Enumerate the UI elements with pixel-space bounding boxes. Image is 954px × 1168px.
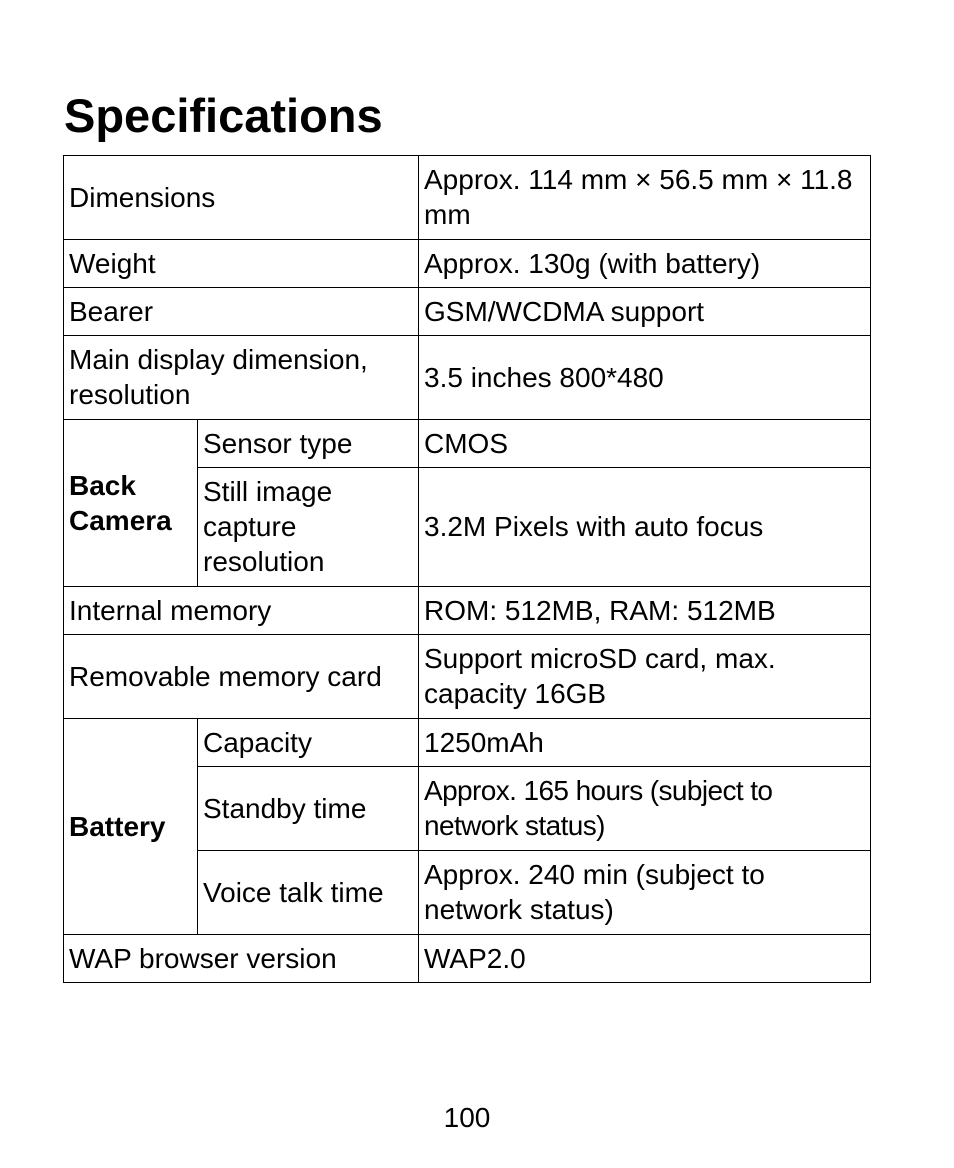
table-row-dimensions	[64, 156, 871, 240]
spec-label: Still image capture resolution	[198, 468, 419, 587]
page-title: Specifications	[64, 89, 383, 142]
spec-value: Support microSD card, max. capacity 16GB	[419, 635, 871, 719]
spec-label: WAP browser version	[64, 935, 419, 983]
group-label-battery: Battery	[64, 719, 198, 935]
table-row-wap-browser	[64, 935, 871, 983]
spec-label: Bearer	[64, 288, 419, 336]
spec-value: 3.2M Pixels with auto focus	[419, 468, 871, 587]
spec-label: Internal memory	[64, 587, 419, 635]
spec-value: 1250mAh	[419, 719, 871, 767]
table-row-removable-memory	[64, 635, 871, 719]
table-row-sensor-type	[64, 420, 871, 468]
page-number: 100	[443, 1102, 491, 1133]
spec-value: WAP2.0	[419, 935, 871, 983]
spec-label: Main display dimension, resolution	[64, 336, 419, 420]
spec-value: CMOS	[419, 420, 871, 468]
spec-value: GSM/WCDMA support	[419, 288, 871, 336]
spec-value: Approx. 130g (with battery)	[419, 240, 871, 288]
table-row-capacity	[64, 719, 871, 767]
spec-label: Weight	[64, 240, 419, 288]
group-label-back-camera: Back Camera	[64, 420, 198, 587]
table-row-internal-memory	[64, 587, 871, 635]
spec-label: Removable memory card	[64, 635, 419, 719]
spec-label: Voice talk time	[198, 851, 419, 935]
spec-value: 3.5 inches 800*480	[419, 336, 871, 420]
spec-label: Dimensions	[64, 156, 419, 240]
spec-value: ROM: 512MB, RAM: 512MB	[419, 587, 871, 635]
table-row-bearer	[64, 288, 871, 336]
spec-value: Approx. 165 hours (subject to network status)	[419, 767, 871, 851]
spec-label: Standby time	[198, 767, 419, 851]
specifications-table	[63, 155, 871, 983]
spec-label: Sensor type	[198, 420, 419, 468]
spec-value: Approx. 114 mm × 56.5 mm × 11.8 mm	[419, 156, 871, 240]
table-row-weight	[64, 240, 871, 288]
spec-label: Capacity	[198, 719, 419, 767]
spec-value: Approx. 240 min (subject to network status)	[419, 851, 871, 935]
table-row-main-display	[64, 336, 871, 420]
